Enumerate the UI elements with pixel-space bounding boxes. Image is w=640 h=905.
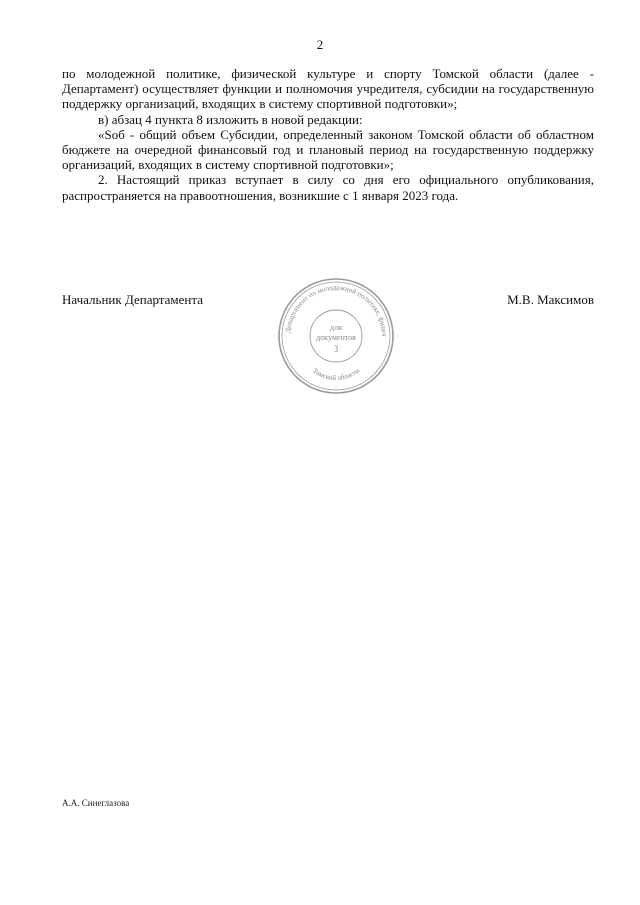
- paragraph-point-2: 2. Настоящий приказ вступает в силу со дня его официального опубликования, распространяется на правоотношения, возникшие с 1 января 2023 года.: [62, 172, 594, 203]
- seal-outer-text: Департамент по молодежной политике, физич: [284, 283, 389, 337]
- seal-bottom-text: Томской области: [310, 366, 362, 383]
- page-number: 2: [316, 37, 324, 52]
- paragraph-quote-sob: «Sоб - общий объем Субсидии, определенный законом Томской области об областном бюджете на очередной финансовый год и плановый период на государственную поддержку организаций, входящих в систему спортивной подготовки»;: [62, 126, 594, 173]
- signatory-title: Начальник Департамента: [62, 292, 203, 307]
- seal-center-line1: для: [330, 323, 342, 332]
- document-body: [62, 66, 594, 203]
- seal-center-line2: документов: [316, 333, 356, 342]
- paragraph-continuation: по молодежной политике, физической культуре и спорту Томской области (далее - Департамент) осуществляет функции и полномочия учредителя, субсидии на государственную поддержку организаций, входящих в систему спортивной подготовки»;: [62, 66, 594, 112]
- official-seal-stamp: [276, 276, 396, 396]
- seal-graphic: [276, 276, 396, 396]
- paragraph-subpoint-v: в) абзац 4 пункта 8 изложить в новой редакции:: [98, 111, 363, 127]
- seal-center-number: 3: [333, 344, 339, 354]
- executor-name: А.А. Синеглазова: [62, 798, 130, 808]
- signatory-name: М.В. Максимов: [507, 292, 594, 307]
